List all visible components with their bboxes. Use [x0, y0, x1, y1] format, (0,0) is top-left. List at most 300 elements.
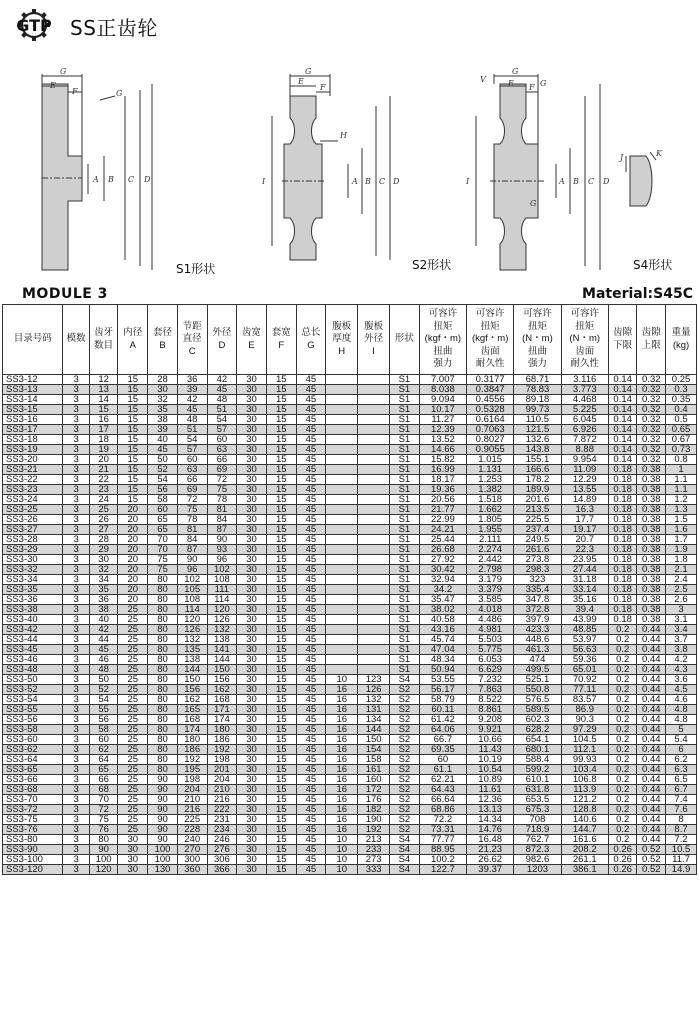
table-cell: 45: [296, 385, 326, 395]
table-cell: 30: [237, 475, 267, 485]
table-cell: 13.52: [419, 435, 466, 445]
table-cell: S1: [390, 455, 420, 465]
table-cell: 80: [148, 665, 178, 675]
table-cell: 16: [326, 815, 358, 825]
table-cell: 0.2: [608, 715, 637, 725]
table-cell: 66: [177, 475, 207, 485]
table-cell: 20.7: [561, 535, 608, 545]
table-cell: [326, 655, 358, 665]
table-cell: 3: [63, 635, 89, 645]
table-cell: 0.44: [637, 725, 666, 735]
table-row: [3, 595, 697, 605]
table-cell: 45: [296, 515, 326, 525]
catalog-code-cell: SS3-21: [3, 465, 63, 475]
table-cell: 131: [358, 705, 390, 715]
catalog-code-cell: SS3-20: [3, 455, 63, 465]
table-cell: 113.9: [561, 785, 608, 795]
table-cell: 15: [266, 455, 296, 465]
table-cell: 58: [148, 495, 178, 505]
table-cell: 25: [118, 605, 148, 615]
table-cell: [358, 515, 390, 525]
table-cell: 51: [207, 405, 237, 415]
table-cell: 11.61: [467, 785, 514, 795]
table-header-cell: 腹板 外径 I: [358, 305, 390, 375]
svg-text:E: E: [508, 79, 514, 88]
table-cell: 16: [326, 775, 358, 785]
table-cell: 20: [89, 455, 118, 465]
table-cell: 30: [237, 505, 267, 515]
table-cell: 40.58: [419, 615, 466, 625]
table-cell: 60: [89, 735, 118, 745]
table-cell: 0.18: [608, 545, 637, 555]
table-cell: 16: [326, 805, 358, 815]
table-cell: 80: [148, 695, 178, 705]
svg-text:D: D: [603, 177, 610, 186]
table-cell: 6.926: [561, 425, 608, 435]
table-cell: 8.038: [419, 385, 466, 395]
table-cell: [358, 385, 390, 395]
table-header-cell: 齿隙 下限: [608, 305, 637, 375]
table-cell: 3: [63, 615, 89, 625]
table-cell: 15: [266, 645, 296, 655]
table-cell: 87: [207, 525, 237, 535]
table-cell: 30: [237, 565, 267, 575]
table-cell: 1.2: [666, 495, 697, 505]
table-cell: S1: [390, 415, 420, 425]
table-cell: 144: [207, 655, 237, 665]
table-cell: 5.503: [467, 635, 514, 645]
svg-text:B: B: [573, 177, 579, 186]
table-cell: 0.2: [608, 775, 637, 785]
table-cell: 22.3: [561, 545, 608, 555]
table-cell: [326, 465, 358, 475]
material-label: Material:S45C: [582, 286, 693, 302]
table-cell: 30: [237, 725, 267, 735]
table-cell: 77.11: [561, 685, 608, 695]
svg-text:D: D: [144, 175, 151, 184]
svg-text:E: E: [298, 77, 304, 86]
table-cell: 22: [89, 475, 118, 485]
table-cell: 25: [118, 775, 148, 785]
table-cell: 121.2: [561, 795, 608, 805]
table-cell: [326, 485, 358, 495]
table-cell: 128.8: [561, 805, 608, 815]
table-cell: 22.99: [419, 515, 466, 525]
table-cell: 108: [177, 595, 207, 605]
table-cell: 0.2: [608, 805, 637, 815]
table-cell: 53.97: [561, 635, 608, 645]
table-cell: 10: [326, 845, 358, 855]
table-cell: 66: [207, 455, 237, 465]
table-cell: 3: [63, 535, 89, 545]
table-cell: 0.32: [637, 375, 666, 385]
table-cell: 15: [266, 415, 296, 425]
table-cell: 276: [207, 845, 237, 855]
table-cell: 75: [89, 815, 118, 825]
table-cell: 3: [63, 385, 89, 395]
table-header-cell: 可容许 扭矩 (kgf・m) 齿面 耐久性: [467, 305, 514, 375]
table-header-cell: 腹板 厚度 H: [326, 305, 358, 375]
table-cell: 15: [118, 425, 148, 435]
table-cell: 15: [266, 465, 296, 475]
table-cell: 15: [118, 495, 148, 505]
table-cell: 3: [63, 475, 89, 485]
table-cell: 39: [148, 425, 178, 435]
table-row: [3, 645, 697, 655]
table-cell: [326, 525, 358, 535]
table-row: [3, 865, 697, 875]
subheader: [0, 286, 699, 304]
svg-text:G: G: [305, 67, 312, 76]
table-cell: 20: [118, 555, 148, 565]
table-cell: 4.8: [666, 715, 697, 725]
table-cell: 386.1: [561, 865, 608, 875]
table-cell: 216: [207, 795, 237, 805]
table-cell: 15: [118, 375, 148, 385]
table-cell: 180: [207, 725, 237, 735]
svg-text:C: C: [128, 175, 135, 184]
table-cell: 123: [358, 675, 390, 685]
table-cell: 90: [148, 805, 178, 815]
table-cell: 30: [237, 785, 267, 795]
table-cell: 78.83: [514, 385, 561, 395]
table-cell: 3: [63, 825, 89, 835]
table-cell: 0.38: [637, 495, 666, 505]
table-cell: 15: [266, 505, 296, 515]
table-cell: 0.67: [666, 435, 697, 445]
table-cell: 15: [266, 445, 296, 455]
table-cell: 60: [207, 435, 237, 445]
table-cell: 333: [358, 865, 390, 875]
table-cell: 80: [148, 675, 178, 685]
table-cell: 134: [358, 715, 390, 725]
table-cell: 0.26: [608, 865, 637, 875]
table-cell: S2: [390, 715, 420, 725]
table-cell: 3: [63, 765, 89, 775]
table-cell: 126: [177, 625, 207, 635]
table-cell: [358, 425, 390, 435]
table-cell: 0.44: [637, 655, 666, 665]
table-cell: 20: [118, 585, 148, 595]
table-cell: S1: [390, 545, 420, 555]
catalog-code-cell: SS3-36: [3, 595, 63, 605]
spec-table: [2, 304, 697, 875]
table-cell: 30.42: [419, 565, 466, 575]
table-cell: 0.2: [608, 795, 637, 805]
table-cell: 366: [207, 865, 237, 875]
table-cell: [358, 535, 390, 545]
table-header-cell: 内径 A: [118, 305, 148, 375]
table-cell: 6.629: [467, 665, 514, 675]
table-cell: 25: [118, 675, 148, 685]
table-cell: 72: [207, 475, 237, 485]
table-cell: 69.35: [419, 745, 466, 755]
table-cell: 15: [266, 395, 296, 405]
table-cell: 45: [296, 405, 326, 415]
catalog-code-cell: SS3-54: [3, 695, 63, 705]
table-cell: 53.55: [419, 675, 466, 685]
svg-text:G: G: [540, 79, 547, 88]
table-cell: 0.38: [637, 545, 666, 555]
table-cell: S1: [390, 575, 420, 585]
table-cell: 4.486: [467, 615, 514, 625]
table-cell: 0.5: [666, 415, 697, 425]
table-cell: 15: [266, 635, 296, 645]
table-cell: [326, 495, 358, 505]
table-cell: 213.5: [514, 505, 561, 515]
table-cell: [326, 615, 358, 625]
table-cell: 15: [266, 785, 296, 795]
table-cell: 15: [266, 855, 296, 865]
table-cell: 70: [89, 795, 118, 805]
table-cell: 20: [118, 515, 148, 525]
table-cell: 65: [148, 515, 178, 525]
svg-text:F: F: [72, 87, 78, 96]
catalog-code-cell: SS3-15: [3, 405, 63, 415]
table-header-cell: 齿隙 上限: [637, 305, 666, 375]
table-cell: [326, 635, 358, 645]
table-cell: 0.38: [637, 515, 666, 525]
table-cell: 25: [89, 505, 118, 515]
table-cell: 0.32: [637, 415, 666, 425]
table-cell: 45: [296, 535, 326, 545]
table-cell: 45: [296, 755, 326, 765]
table-cell: 105: [177, 585, 207, 595]
table-cell: 80: [148, 625, 178, 635]
table-row: [3, 565, 697, 575]
table-cell: 110.5: [514, 415, 561, 425]
table-cell: [326, 605, 358, 615]
table-cell: 273: [358, 855, 390, 865]
catalog-code-cell: SS3-13: [3, 385, 63, 395]
logo-text: GTP: [16, 16, 52, 35]
table-cell: 126: [207, 615, 237, 625]
table-cell: 15: [118, 445, 148, 455]
svg-text:D: D: [393, 177, 400, 186]
table-cell: 68: [89, 785, 118, 795]
table-cell: 80: [89, 835, 118, 845]
table-cell: 0.35: [666, 395, 697, 405]
table-cell: 3: [63, 645, 89, 655]
table-cell: 3: [63, 725, 89, 735]
table-cell: 11.43: [467, 745, 514, 755]
table-cell: 15: [266, 495, 296, 505]
table-cell: 0.38: [637, 485, 666, 495]
table-row: [3, 855, 697, 865]
table-cell: 4.5: [666, 685, 697, 695]
table-cell: 1.9: [666, 545, 697, 555]
table-cell: 0.7063: [467, 425, 514, 435]
table-cell: 15: [118, 435, 148, 445]
catalog-code-cell: SS3-64: [3, 755, 63, 765]
table-row: [3, 575, 697, 585]
table-cell: 23.95: [561, 555, 608, 565]
table-cell: 680.1: [514, 745, 561, 755]
table-cell: 0.38: [637, 535, 666, 545]
table-row: [3, 705, 697, 715]
table-cell: 654.1: [514, 735, 561, 745]
table-cell: 24: [89, 495, 118, 505]
table-cell: 30: [237, 805, 267, 815]
table-cell: [326, 515, 358, 525]
table-cell: 90: [177, 555, 207, 565]
table-cell: 40: [89, 615, 118, 625]
table-cell: 28: [148, 375, 178, 385]
table-cell: 72: [177, 495, 207, 505]
table-cell: [358, 665, 390, 675]
table-header-cell: 齿牙 数目: [89, 305, 118, 375]
s1-label: S1形状: [176, 262, 216, 276]
table-cell: 100: [148, 845, 178, 855]
table-cell: 45: [296, 595, 326, 605]
table-cell: 461.3: [514, 645, 561, 655]
table-cell: 30: [237, 545, 267, 555]
table-cell: 16: [326, 785, 358, 795]
table-cell: 42: [89, 625, 118, 635]
table-cell: 15: [118, 405, 148, 415]
table-cell: 21: [89, 465, 118, 475]
table-cell: 45: [296, 495, 326, 505]
table-cell: 0.44: [637, 765, 666, 775]
table-cell: 176: [358, 795, 390, 805]
table-cell: 44: [89, 635, 118, 645]
table-cell: 80: [148, 745, 178, 755]
table-row: [3, 525, 697, 535]
table-cell: 0.18: [608, 615, 637, 625]
table-cell: 46: [89, 655, 118, 665]
table-cell: S1: [390, 655, 420, 665]
table-cell: S2: [390, 755, 420, 765]
table-cell: 27.92: [419, 555, 466, 565]
table-cell: 102: [177, 575, 207, 585]
table-cell: 0.38: [637, 605, 666, 615]
table-cell: 45: [296, 545, 326, 555]
table-cell: S2: [390, 725, 420, 735]
table-cell: 0.14: [608, 395, 637, 405]
table-cell: 25.44: [419, 535, 466, 545]
table-cell: 1.6: [666, 525, 697, 535]
table-cell: 10: [326, 865, 358, 875]
table-cell: 45: [296, 555, 326, 565]
svg-text:I: I: [466, 177, 470, 186]
table-row: [3, 445, 697, 455]
table-cell: 65: [148, 525, 178, 535]
table-cell: 45: [296, 605, 326, 615]
table-cell: S1: [390, 395, 420, 405]
table-cell: 225: [177, 815, 207, 825]
table-cell: [358, 505, 390, 515]
table-cell: 4.981: [467, 625, 514, 635]
table-cell: S1: [390, 485, 420, 495]
table-cell: 100: [148, 855, 178, 865]
table-cell: 60.11: [419, 705, 466, 715]
table-cell: 3: [63, 435, 89, 445]
catalog-code-cell: SS3-62: [3, 745, 63, 755]
table-cell: 15: [118, 415, 148, 425]
table-cell: 96: [207, 555, 237, 565]
table-cell: 70.92: [561, 675, 608, 685]
table-cell: 3: [63, 545, 89, 555]
table-cell: 1.955: [467, 525, 514, 535]
table-cell: 15: [266, 725, 296, 735]
table-cell: 576.5: [514, 695, 561, 705]
table-cell: 45: [296, 845, 326, 855]
table-row: [3, 555, 697, 565]
table-cell: 54: [177, 435, 207, 445]
table-cell: 347.8: [514, 595, 561, 605]
table-cell: 161: [358, 765, 390, 775]
table-cell: 16: [326, 825, 358, 835]
table-cell: 762.7: [514, 835, 561, 845]
table-cell: 0.44: [637, 795, 666, 805]
table-row: [3, 485, 697, 495]
table-cell: 30: [237, 835, 267, 845]
catalog-code-cell: SS3-52: [3, 685, 63, 695]
table-cell: 45: [296, 765, 326, 775]
table-cell: 0.2: [608, 645, 637, 655]
table-cell: 15: [266, 385, 296, 395]
s2-drawing: [272, 74, 390, 260]
svg-text:V: V: [480, 75, 486, 84]
table-cell: S1: [390, 565, 420, 575]
table-cell: 106.8: [561, 775, 608, 785]
table-cell: 0.4556: [467, 395, 514, 405]
gtp-logo: [4, 8, 64, 42]
table-cell: 213: [358, 835, 390, 845]
table-cell: 30: [237, 635, 267, 645]
table-row: [3, 735, 697, 745]
table-cell: 204: [177, 785, 207, 795]
catalog-code-cell: SS3-23: [3, 485, 63, 495]
table-cell: S2: [390, 815, 420, 825]
table-cell: 8.88: [561, 445, 608, 455]
table-cell: 30: [237, 445, 267, 455]
table-cell: 30: [237, 405, 267, 415]
table-cell: 3: [63, 465, 89, 475]
table-cell: 0.2: [608, 755, 637, 765]
table-cell: 26.68: [419, 545, 466, 555]
table-cell: 15: [266, 585, 296, 595]
table-cell: 25: [118, 665, 148, 675]
table-cell: 525.1: [514, 675, 561, 685]
catalog-code-cell: SS3-29: [3, 545, 63, 555]
table-cell: 130: [148, 865, 178, 875]
catalog-code-cell: SS3-75: [3, 815, 63, 825]
table-cell: 80: [148, 605, 178, 615]
table-cell: 16: [326, 765, 358, 775]
table-cell: 15: [266, 755, 296, 765]
table-cell: 589.5: [514, 705, 561, 715]
table-cell: 192: [207, 745, 237, 755]
table-cell: 0.2: [608, 785, 637, 795]
table-header-cell: 模数: [63, 305, 89, 375]
table-cell: 718.9: [514, 825, 561, 835]
catalog-code-cell: SS3-60: [3, 735, 63, 745]
table-cell: S2: [390, 805, 420, 815]
table-cell: 15: [118, 395, 148, 405]
table-cell: 15: [266, 805, 296, 815]
table-cell: 25: [118, 765, 148, 775]
table-cell: 189.9: [514, 485, 561, 495]
table-cell: 80: [148, 765, 178, 775]
table-cell: 32: [148, 395, 178, 405]
table-cell: 35.47: [419, 595, 466, 605]
table-cell: 16: [326, 695, 358, 705]
table-cell: [358, 635, 390, 645]
table-cell: 3: [63, 785, 89, 795]
table-cell: 13: [89, 385, 118, 395]
table-cell: 80: [148, 655, 178, 665]
